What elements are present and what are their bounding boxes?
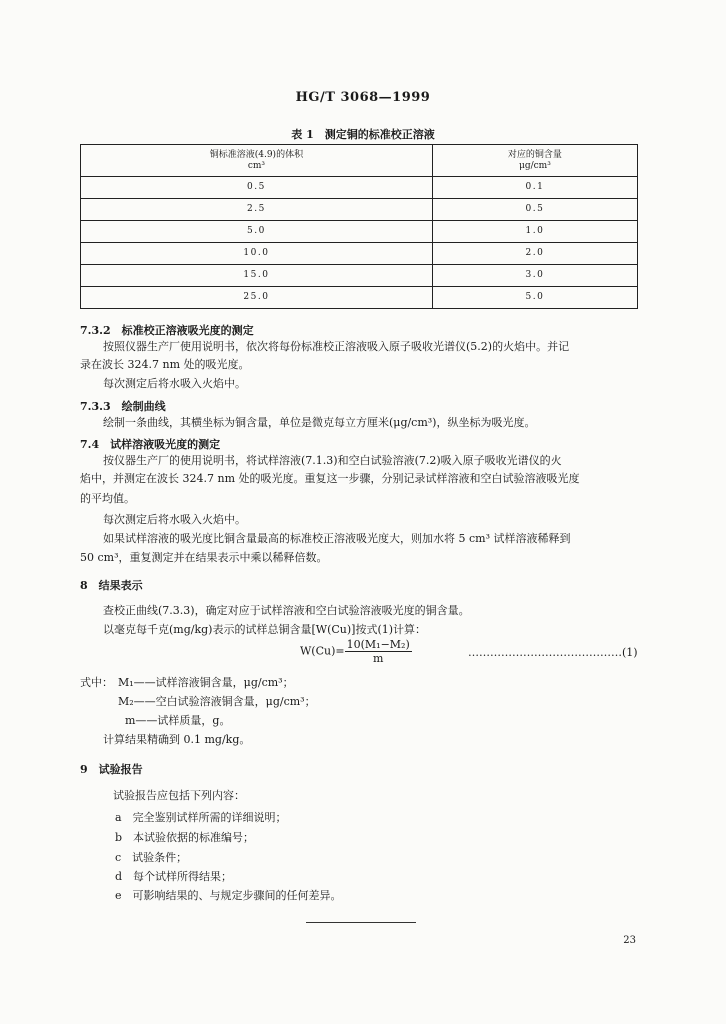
section-9-heading: 9 试验报告 [80, 763, 143, 776]
table-row: 2.5 0.5 [81, 199, 638, 221]
paragraph: 焰中，并测定在波长 324.7 nm 处的吸光度。重复这一步骤，分别记录试样溶液和空白试验溶液吸光度 [80, 472, 580, 485]
formula-lhs: W(Cu)= [300, 644, 345, 658]
table-row: 5.0 1.0 [81, 221, 638, 243]
table-row: 10.0 2.0 [81, 243, 638, 265]
paragraph: 50 cm³，重复测定并在结果表示中乘以稀释倍数。 [80, 551, 328, 564]
variable-m2: M₂——空白试验溶液铜含量，μg/cm³； [118, 695, 316, 708]
paragraph: 查校正曲线(7.3.3)，确定对应于试样溶液和空白试验溶液吸光度的铜含量。 [103, 604, 470, 617]
formula-1 [300, 638, 412, 665]
list-item: e 可影响结果的、与规定步骤间的任何差异。 [115, 889, 342, 902]
paragraph: 以毫克每千克(mg/kg)表示的试样总铜含量[W(Cu)]按式(1)计算： [103, 623, 427, 636]
paragraph: 绘制一条曲线，其横坐标为铜含量，单位是微克每立方厘米(μg/cm³)，纵坐标为吸光度。 [103, 416, 536, 429]
page-number: 23 [623, 935, 636, 946]
paragraph: 计算结果精确到 0.1 mg/kg。 [103, 733, 251, 746]
paragraph: 录在波长 324.7 nm 处的吸光度。 [80, 358, 250, 371]
section-7-3-2-heading: 7.3.2 标准校正溶液吸光度的测定 [80, 324, 254, 337]
table-row: 15.0 3.0 [81, 265, 638, 287]
paragraph: 如果试样溶液的吸光度比铜含量最高的标准校正溶液吸光度大，则加水将 5 cm³ 试样溶液稀释到 [103, 532, 571, 545]
section-8-heading: 8 结果表示 [80, 579, 143, 592]
formula-dots: …………………………………… [468, 646, 622, 659]
table-row: 0.5 0.1 [81, 177, 638, 199]
table-caption: 表 1 测定铜的标准校正溶液 [291, 128, 435, 141]
paragraph: 每次测定后将水吸入火焰中。 [103, 513, 246, 526]
paragraph: 每次测定后将水吸入火焰中。 [103, 377, 246, 390]
paragraph: 按照仪器生产厂使用说明书，依次将每份标准校正溶液吸入原子吸收光谱仪(5.2)的火焰中。并记 [103, 340, 570, 353]
variable-m1: M₁——试样溶液铜含量，μg/cm³； [118, 676, 294, 689]
formula-fraction [345, 638, 412, 665]
paragraph: 试验报告应包括下列内容： [113, 789, 245, 802]
list-item: d 每个试样所得结果； [115, 870, 233, 883]
page-header: HG/T 3068—1999 [295, 90, 431, 105]
paragraph: 的平均值。 [80, 492, 135, 505]
variable-m: m——试样质量，g。 [125, 714, 231, 727]
end-rule [306, 922, 416, 923]
list-item: c 试验条件； [115, 851, 188, 864]
formula-denominator: m [372, 652, 384, 665]
list-item: a 完全鉴别试样所需的详细说明； [115, 811, 287, 824]
section-7-4-heading: 7.4 试样溶液吸光度的测定 [80, 438, 221, 451]
column-header-copper-content: 对应的铜含量 μg/cm³ [432, 145, 637, 177]
column-header-volume: 铜标准溶液(4.9)的体积 cm³ [81, 145, 433, 177]
table-row: 25.0 5.0 [81, 287, 638, 309]
list-item: b 本试验依据的标准编号； [115, 831, 255, 844]
standard-solution-table [80, 144, 638, 309]
formula-where-prefix: 式中： [80, 676, 113, 689]
paragraph: 按仪器生产厂的使用说明书，将试样溶液(7.1.3)和空白试验溶液(7.2)吸入原子吸收光谱仪的火 [103, 454, 562, 467]
section-7-3-3-heading: 7.3.3 绘制曲线 [80, 400, 166, 413]
formula-numerator: 10(M₁−M₂) [346, 638, 410, 651]
formula-number: (1) [622, 646, 638, 659]
